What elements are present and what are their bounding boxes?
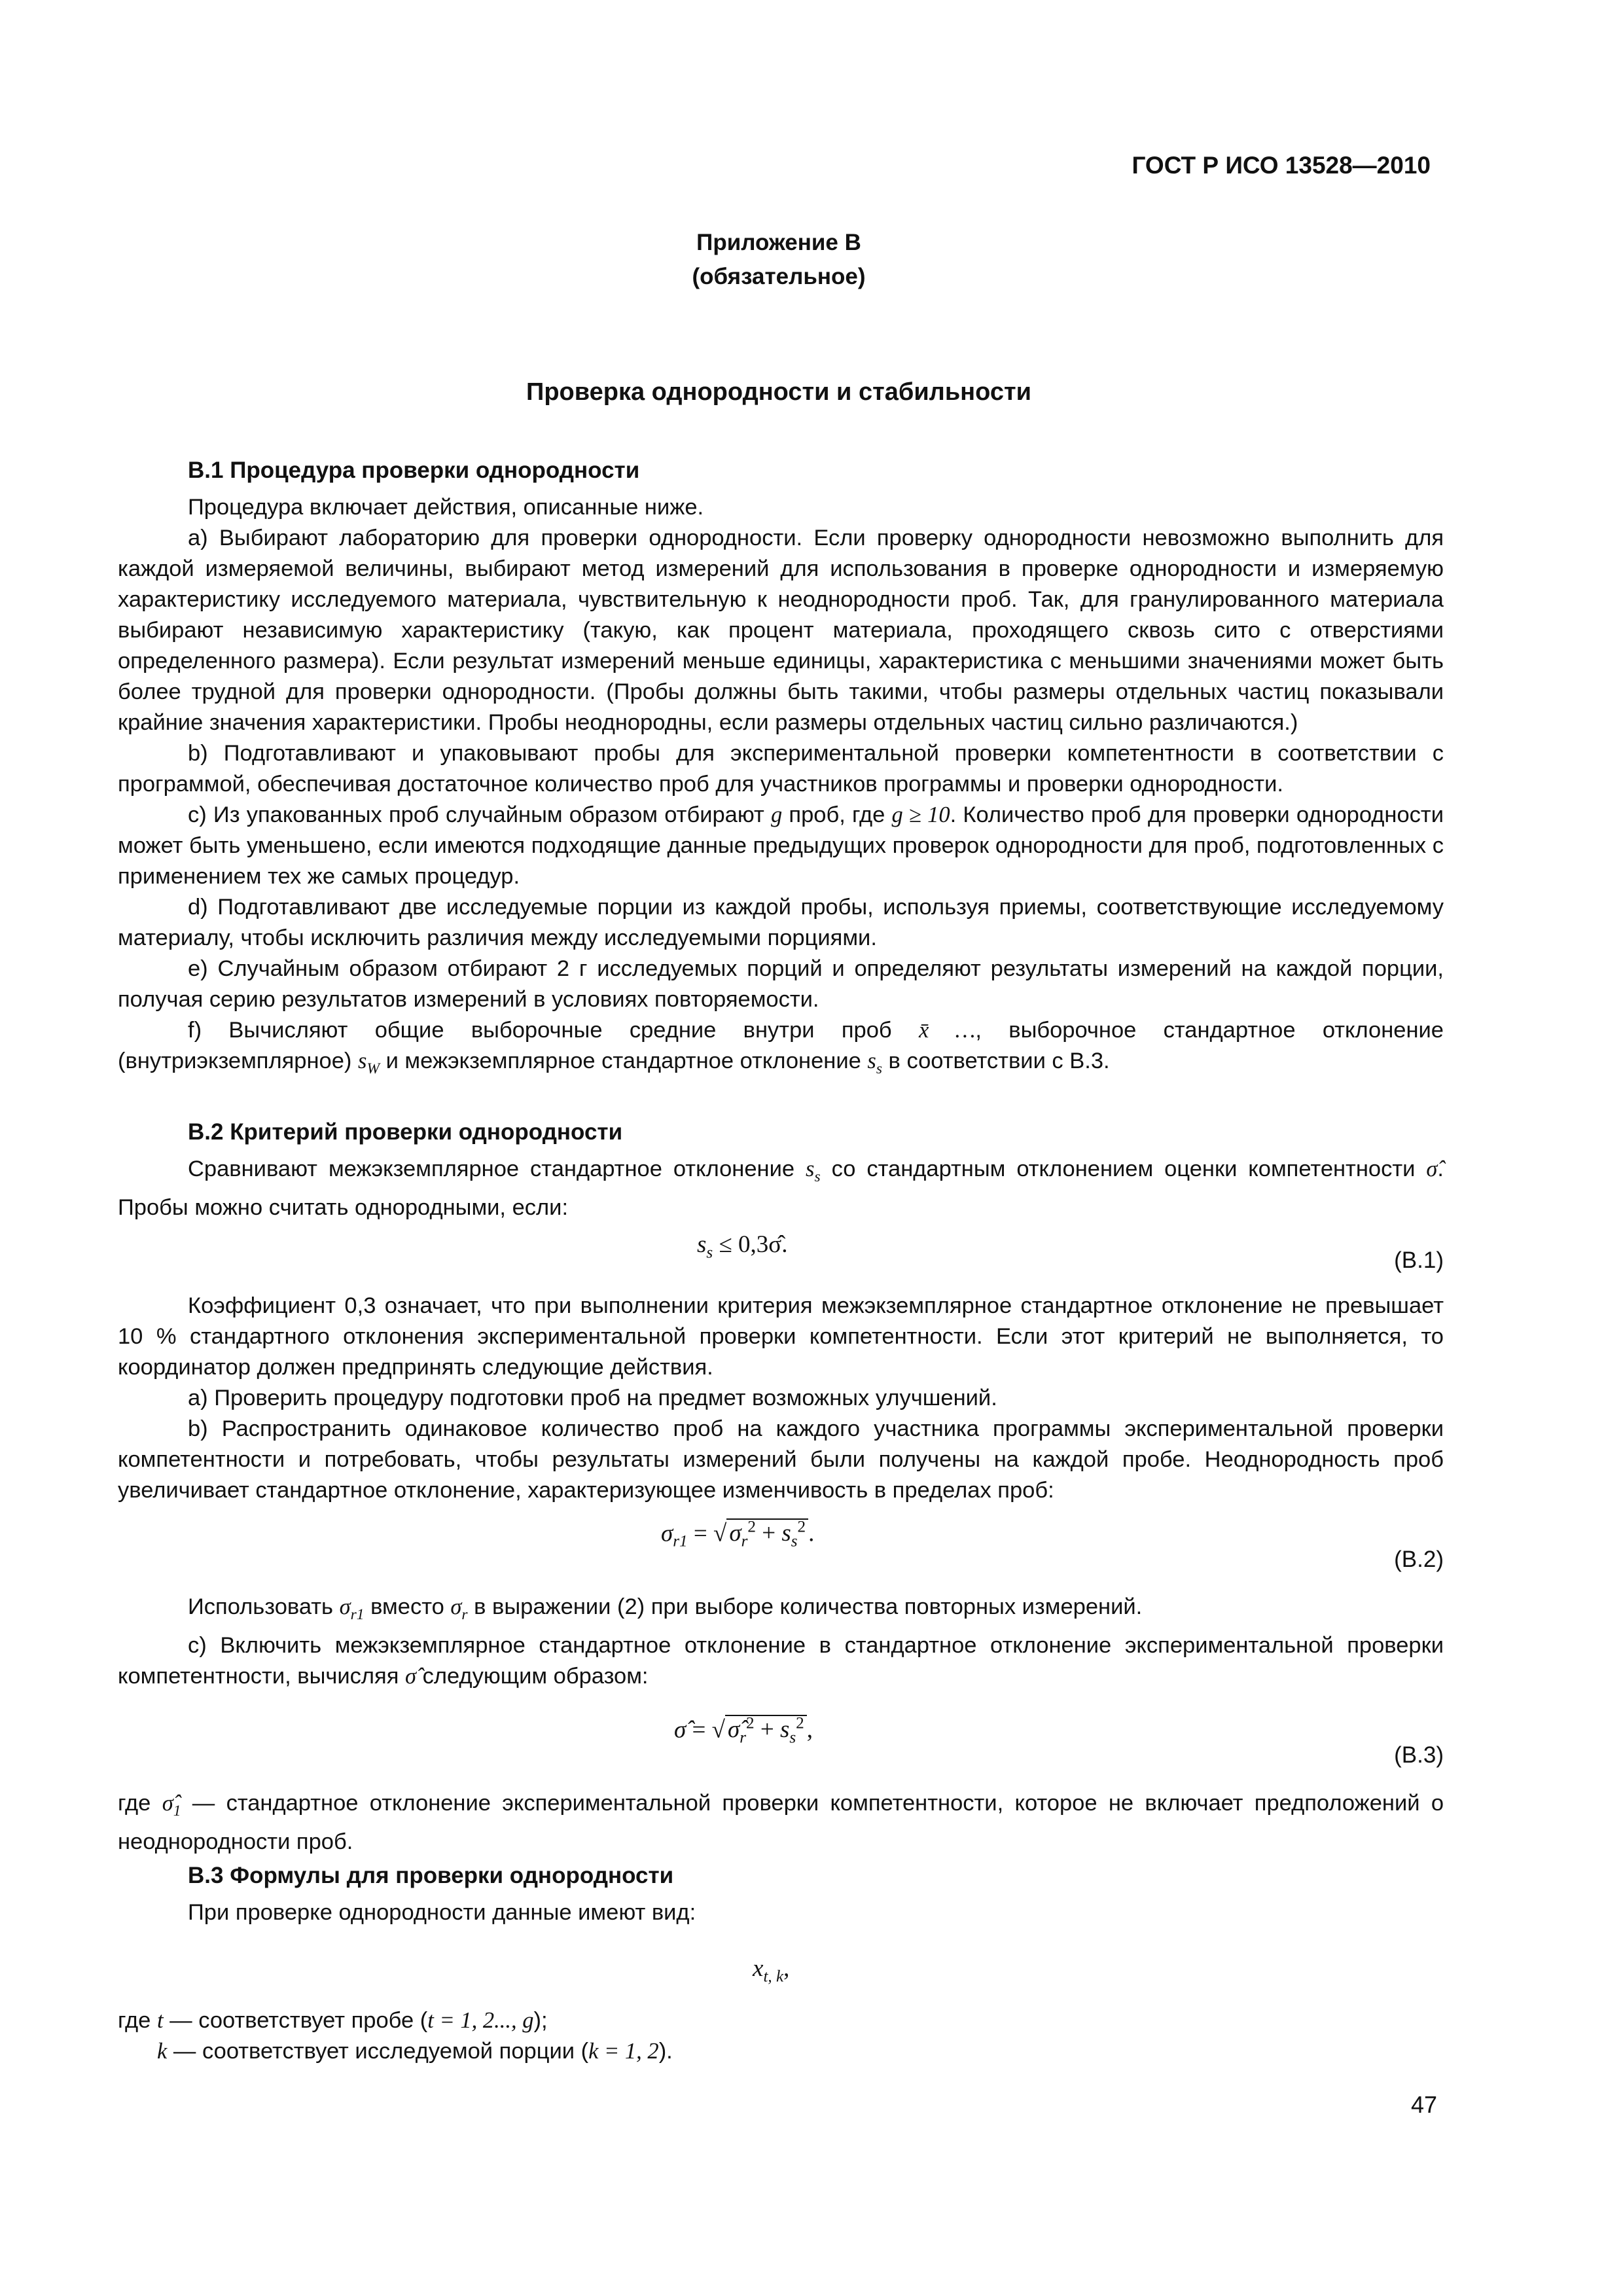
b2-paragraph-1: Сравнивают межэкземплярное стандартное отклонение $s_s$ со стандартным отклонением оценки компетентности σ̂. Пробы можно считать однородными, если: (118, 1157, 1444, 1220)
b3-where-t: где t — соответствует пробе (t = 1, 2..., g); (118, 2008, 548, 2033)
section-heading-b1: B.1 Процедура проверки однородности (188, 457, 640, 483)
section-heading-b3: B.3 Формулы для проверки однородности (188, 1863, 674, 1888)
equation-b2: $\sigma_{r1}$ = √ $\sigma_r^2 + s_s^2$ . (661, 1518, 815, 1551)
page-title: Проверка однородности и стабильности (526, 378, 1031, 406)
equation-number-b3: (B.3) (1394, 1742, 1444, 1768)
b2-item-a: а) Проверить процедуру подготовки проб на предмет возможных улучшений. (188, 1386, 997, 1410)
b2-use-sigma-text: Использовать $\sigma_{r1}$ вместо $\sigma_r$ в выражении (2) при выборе количества повторных измерений. (188, 1594, 1143, 1623)
section-b1-body (118, 492, 1444, 1085)
b1-intro: Процедура включает действия, описанные ниже. (188, 495, 704, 520)
b1-item-e: е) Случайным образом отбирают 2 г исследуемых порций и определяют результаты измерений на каждой порции, получая серию результатов измерений в условиях повторяемости. (118, 956, 1444, 1012)
annex-status: (обязательное) (692, 264, 866, 289)
equation-data-form: $x_{t, k}$, (753, 1955, 790, 1986)
standard-designation: ГОСТ Р ИСО 13528—2010 (1132, 152, 1431, 179)
b1-item-d: d) Подготавливают две исследуемые порции из каждой пробы, используя приемы, соответствующие исследуемому материалу, чтобы исключить различия между исследуемыми порциями. (118, 895, 1444, 950)
b2-paragraph-3 (118, 1592, 1444, 1692)
b1-item-b: b) Подготавливают и упаковывают пробы для экспериментальной проверки компетентности в соответствии с программой, обеспечивая достаточное количество проб для участников программы и проверки однородности. (118, 741, 1444, 797)
equation-number-b2: (B.2) (1394, 1547, 1444, 1572)
b1-item-a: а) Выбирают лабораторию для проверки однородности. Если проверку однородности невозможно выполнить для каждой измеряемой величины, выбирают метод измерений для использования в проверке однородности и измеряемую характеристику исследуемого материала, чувствительную к неоднородности проб. Так, для гранулированного материала выбирают независимую характеристику (такую, как процент материала, проходящего сквозь сито с отверстиями определенного размера). Если результат измерений меньше единицы, характеристика с меньшими значениями может быть более трудной для проверки однородности. (Пробы должны быть такими, чтобы размеры отдельных частиц показывали крайние значения характеристики. Пробы неоднородны, если размеры отдельных частиц сильно различаются.) (118, 526, 1444, 735)
annex-title: Приложение B (696, 230, 861, 255)
b2-coefficient-text: Коэффициент 0,3 означает, что при выполнении критерия межэкземплярное стандартное отклонение не превышает 10 % стандартного отклонения экспериментальной проверки компетентности. Если этот критерий не выполняется, то координатор должен предпринять следующие действия. (118, 1293, 1444, 1380)
b2-paragraph-2 (118, 1291, 1444, 1506)
b1-item-f: f) Вычисляют общие выборочные средние внутри проб x̄ …, выборочное стандартное отклонение (внутриэкземплярное) $s_W$ и межэкземплярное стандартное отклонение $s_s$ в соответствии с B.3. (118, 1018, 1444, 1077)
annex-block (550, 226, 1008, 294)
equation-b3: σ̂ = √ $\sigmâ_r^2 + s_s^2$ , (674, 1715, 813, 1747)
b3-intro: При проверке однородности данные имеют вид: (188, 1900, 696, 1925)
section-heading-b2: B.2 Критерий проверки однородности (188, 1119, 623, 1145)
b2-item-c: с) Включить межэкземплярное стандартное отклонение в стандартное отклонение экспериментальной проверки компетентности, вычисляя σ̂ следующим образом: (118, 1632, 1444, 1689)
b2-item-b: b) Распространить одинаковое количество проб на каждого участника программы экспериментальной проверки компетентности и потребовать, чтобы результаты измерений были получены на каждой пробе. Неоднородность проб увеличивает стандартное отклонение, характеризующее изменчивость в пределах проб: (118, 1416, 1444, 1503)
equation-number-b1: (B.1) (1394, 1247, 1444, 1273)
b1-item-c: с) Из упакованных проб случайным образом отбирают g проб, где g ≥ 10. Количество проб для проверки однородности может быть уменьшено, если имеются подходящие данные предыдущих проверок однородности для проб, подготовленных с применением тех же самых процедур. (118, 802, 1444, 889)
b3-where-k: k — соответствует исследуемой порции (k = 1, 2). (157, 2039, 673, 2064)
b2-where-sigma: где $\sigmâ_1$ — стандартное отклонение экспериментальной проверки компетентности, которое не включает предположений о неоднородности проб. (118, 1791, 1444, 1854)
page-number: 47 (1410, 2091, 1437, 2118)
equation-b1: $s_s$ ≤ 0,3σ̂. (697, 1231, 788, 1262)
